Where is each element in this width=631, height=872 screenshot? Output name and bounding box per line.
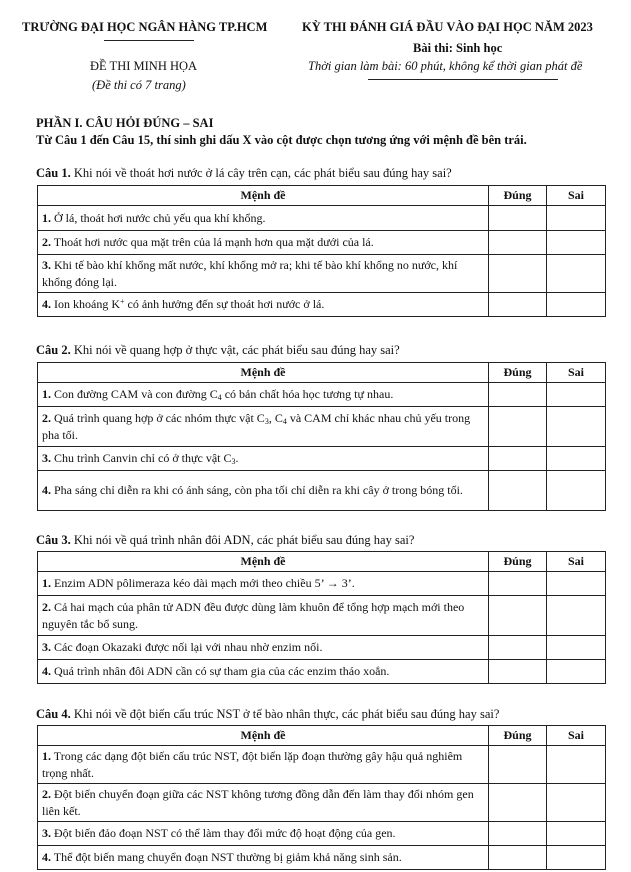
false-header: Sai (547, 726, 606, 746)
question-label: Câu 2. (36, 343, 71, 357)
question-3-table (37, 551, 606, 684)
false-answer-cell[interactable] (547, 206, 606, 231)
false-answer-cell[interactable] (547, 572, 606, 596)
statement-cell: 1. Ở lá, thoát hơi nước chủ yếu qua khí khổng. (38, 206, 489, 231)
statement-cell: 2. Đột biến chuyển đoạn giữa các NST không tương đồng dẫn đến làm thay đổi nhóm gen liên kết. (38, 784, 489, 822)
false-header: Sai (547, 363, 606, 383)
true-header: Đúng (489, 186, 547, 206)
sample-label: ĐỀ THI MINH HỌA (90, 59, 198, 73)
statement-row (38, 784, 606, 822)
false-header: Sai (547, 186, 606, 206)
statement-row (38, 407, 606, 447)
statement-cell: 3. Đột biến đảo đoạn NST có thể làm thay đổi mức độ hoạt động của gen. (38, 822, 489, 846)
question-3-title (36, 533, 414, 548)
statement-row (38, 636, 606, 660)
false-answer-cell[interactable] (547, 636, 606, 660)
statement-cell: 4. Ion khoáng K+ có ảnh hưởng đến sự thoát hơi nước ở lá. (38, 293, 489, 317)
statement-cell: 3. Chu trình Canvin chỉ có ở thực vật $C_3$. (38, 447, 489, 471)
header-row (38, 552, 606, 572)
question-1-table (37, 185, 606, 317)
statement-row (38, 231, 606, 255)
header-divider (104, 40, 194, 41)
statement-cell: 2. Cả hai mạch của phân tử ADN đều được dùng làm khuôn để tổng hợp mạch mới theo nguyên tắc bổ sung. (38, 596, 489, 636)
true-answer-cell[interactable] (489, 846, 547, 870)
true-header: Đúng (489, 363, 547, 383)
question-text: Khi nói về quá trình nhân đôi ADN, các phát biểu sau đúng hay sai? (73, 533, 415, 547)
true-answer-cell[interactable] (489, 206, 547, 231)
time-note: Thời gian làm bài: 60 phút, không kể thời gian phát đề (308, 59, 583, 73)
true-answer-cell[interactable] (489, 383, 547, 407)
statement-header: Mệnh đề (38, 552, 489, 572)
statement-cell: 3. Các đoạn Okazaki được nối lại với nhau nhờ enzim nối. (38, 636, 489, 660)
question-label: Câu 3. (36, 533, 71, 547)
question-1-title (36, 166, 452, 181)
true-header: Đúng (489, 552, 547, 572)
false-answer-cell[interactable] (547, 471, 606, 511)
exam-title: KỲ THI ĐÁNH GIÁ ĐẦU VÀO ĐẠI HỌC NĂM 2023 (302, 20, 593, 34)
statement-cell: 2. Quá trình quang hợp ở các nhóm thực vật $C_3$, $C_4$ và CAM chỉ khác nhau chủ yếu trong pha tối. (38, 407, 489, 447)
statement-row (38, 572, 606, 596)
statement-header: Mệnh đề (38, 726, 489, 746)
true-answer-cell[interactable] (489, 660, 547, 684)
statement-cell: 1. Trong các dạng đột biến cấu trúc NST, đột biến lặp đoạn thường gây hậu quả nghiêm trọng nhất. (38, 746, 489, 784)
statement-row (38, 596, 606, 636)
header-row (38, 186, 606, 206)
page-count: (Đề thi có 7 trang) (92, 78, 186, 92)
false-answer-cell[interactable] (547, 255, 606, 293)
false-answer-cell[interactable] (547, 407, 606, 447)
true-header: Đúng (489, 726, 547, 746)
true-answer-cell[interactable] (489, 293, 547, 317)
false-answer-cell[interactable] (547, 596, 606, 636)
statement-row (38, 846, 606, 870)
statement-row (38, 383, 606, 407)
statement-row (38, 447, 606, 471)
false-answer-cell[interactable] (547, 447, 606, 471)
header-divider-2 (368, 79, 558, 80)
question-2-table (37, 362, 606, 511)
statement-row (38, 471, 606, 511)
header-row (38, 726, 606, 746)
true-answer-cell[interactable] (489, 447, 547, 471)
statement-cell: 2. Thoát hơi nước qua mặt trên của lá mạnh hơn qua mặt dưới của lá. (38, 231, 489, 255)
subject: Bài thi: Sinh học (413, 41, 503, 55)
statement-header: Mệnh đề (38, 363, 489, 383)
false-answer-cell[interactable] (547, 293, 606, 317)
statement-row (38, 293, 606, 317)
statement-row (38, 255, 606, 293)
statement-row (38, 746, 606, 784)
statement-cell: 4. Quá trình nhân đôi ADN cần có sự tham gia của các enzim tháo xoắn. (38, 660, 489, 684)
true-answer-cell[interactable] (489, 636, 547, 660)
question-label: Câu 4. (36, 707, 71, 721)
true-answer-cell[interactable] (489, 231, 547, 255)
true-answer-cell[interactable] (489, 596, 547, 636)
false-answer-cell[interactable] (547, 231, 606, 255)
question-label: Câu 1. (36, 166, 71, 180)
true-answer-cell[interactable] (489, 746, 547, 784)
statement-cell: 1. Enzim ADN pôlimeraza kéo dài mạch mới theo chiều 5’ → 3’. (38, 572, 489, 596)
statement-row (38, 822, 606, 846)
header-row (38, 363, 606, 383)
true-answer-cell[interactable] (489, 822, 547, 846)
section-instruction: Từ Câu 1 đến Câu 15, thí sinh ghi dấu X vào cột được chọn tương ứng với mệnh đề bên trái. (36, 133, 527, 147)
false-header: Sai (547, 552, 606, 572)
question-4-table (37, 725, 606, 870)
true-answer-cell[interactable] (489, 572, 547, 596)
school-name: TRƯỜNG ĐẠI HỌC NGÂN HÀNG TP.HCM (22, 20, 268, 34)
true-answer-cell[interactable] (489, 255, 547, 293)
false-answer-cell[interactable] (547, 660, 606, 684)
statement-cell: 3. Khi tế bào khí khổng mất nước, khí khổng mở ra; khi tế bào khí khổng no nước, khí khổng đóng lại. (38, 255, 489, 293)
question-2-title (36, 343, 400, 358)
question-text: Khi nói về đột biến cấu trúc NST ở tế bào nhân thực, các phát biểu sau đúng hay sai? (73, 707, 500, 721)
false-answer-cell[interactable] (547, 784, 606, 822)
false-answer-cell[interactable] (547, 846, 606, 870)
question-text: Khi nói về thoát hơi nước ở lá cây trên cạn, các phát biểu sau đúng hay sai? (73, 166, 452, 180)
statement-row (38, 660, 606, 684)
question-text: Khi nói về quang hợp ở thực vật, các phát biểu sau đúng hay sai? (73, 343, 400, 357)
statement-header: Mệnh đề (38, 186, 489, 206)
question-4-title (36, 707, 499, 722)
true-answer-cell[interactable] (489, 407, 547, 447)
false-answer-cell[interactable] (547, 822, 606, 846)
true-answer-cell[interactable] (489, 471, 547, 511)
section-title: PHẦN I. CÂU HỎI ĐÚNG – SAI (36, 116, 214, 130)
false-answer-cell[interactable] (547, 746, 606, 784)
statement-cell: 4. Thể đột biến mang chuyển đoạn NST thường bị giảm khả năng sinh sản. (38, 846, 489, 870)
statement-cell: 1. Con đường CAM và con đường $C_4$ có bản chất hóa học tương tự nhau. (38, 383, 489, 407)
false-answer-cell[interactable] (547, 383, 606, 407)
true-answer-cell[interactable] (489, 784, 547, 822)
statement-cell: 4. Pha sáng chỉ diễn ra khi có ánh sáng, còn pha tối chỉ diễn ra khi cây ở trong bóng tối. (38, 471, 489, 511)
statement-row (38, 206, 606, 231)
